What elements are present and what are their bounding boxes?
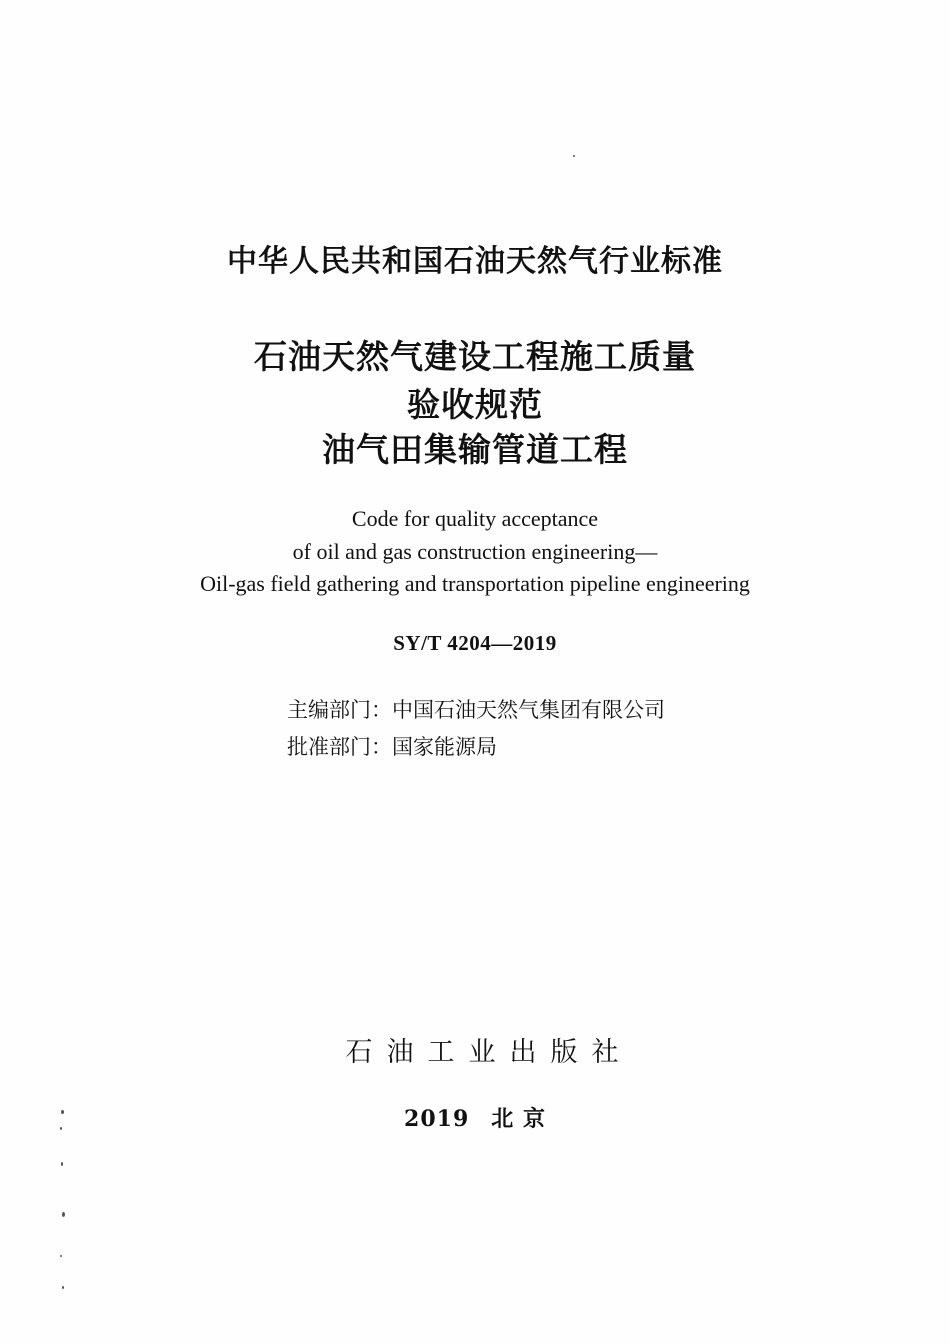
scan-speck <box>62 1286 64 1289</box>
scan-speck <box>60 1127 62 1130</box>
scan-speck <box>573 155 575 157</box>
approver-value: 国家能源局 <box>392 735 497 759</box>
editor-label: 主编部门： <box>287 698 392 722</box>
editor-row <box>287 694 665 724</box>
publication-city: 北 京 <box>491 1106 546 1132</box>
publication-info <box>0 1102 950 1133</box>
editor-value: 中国石油天然气集团有限公司 <box>392 698 665 722</box>
standard-number: SY/T 4204—2019 <box>393 631 557 655</box>
scan-speck <box>61 1162 63 1166</box>
en-title-line-2: of oil and gas construction engineering— <box>292 539 658 564</box>
scan-speck <box>60 1255 62 1257</box>
publication-year: 2019 <box>404 1106 470 1132</box>
approver-row <box>287 731 497 761</box>
zh-title-line-3: 油气田集输管道工程 <box>322 430 628 469</box>
approver-label: 批准部门： <box>287 735 392 759</box>
scan-speck <box>62 1212 65 1217</box>
en-title-line-3: Oil-gas field gathering and transportation pipeline engineering <box>200 571 750 596</box>
standard-category: 中华人民共和国石油天然气行业标准 <box>227 244 723 279</box>
publisher: 石油工业出版社 <box>345 1037 633 1068</box>
en-title-line-1: Code for quality acceptance <box>351 506 599 531</box>
zh-title-line-2: 验收规范 <box>407 385 543 424</box>
zh-title-line-1: 石油天然气建设工程施工质量 <box>254 337 696 376</box>
scan-speck <box>61 1110 64 1114</box>
